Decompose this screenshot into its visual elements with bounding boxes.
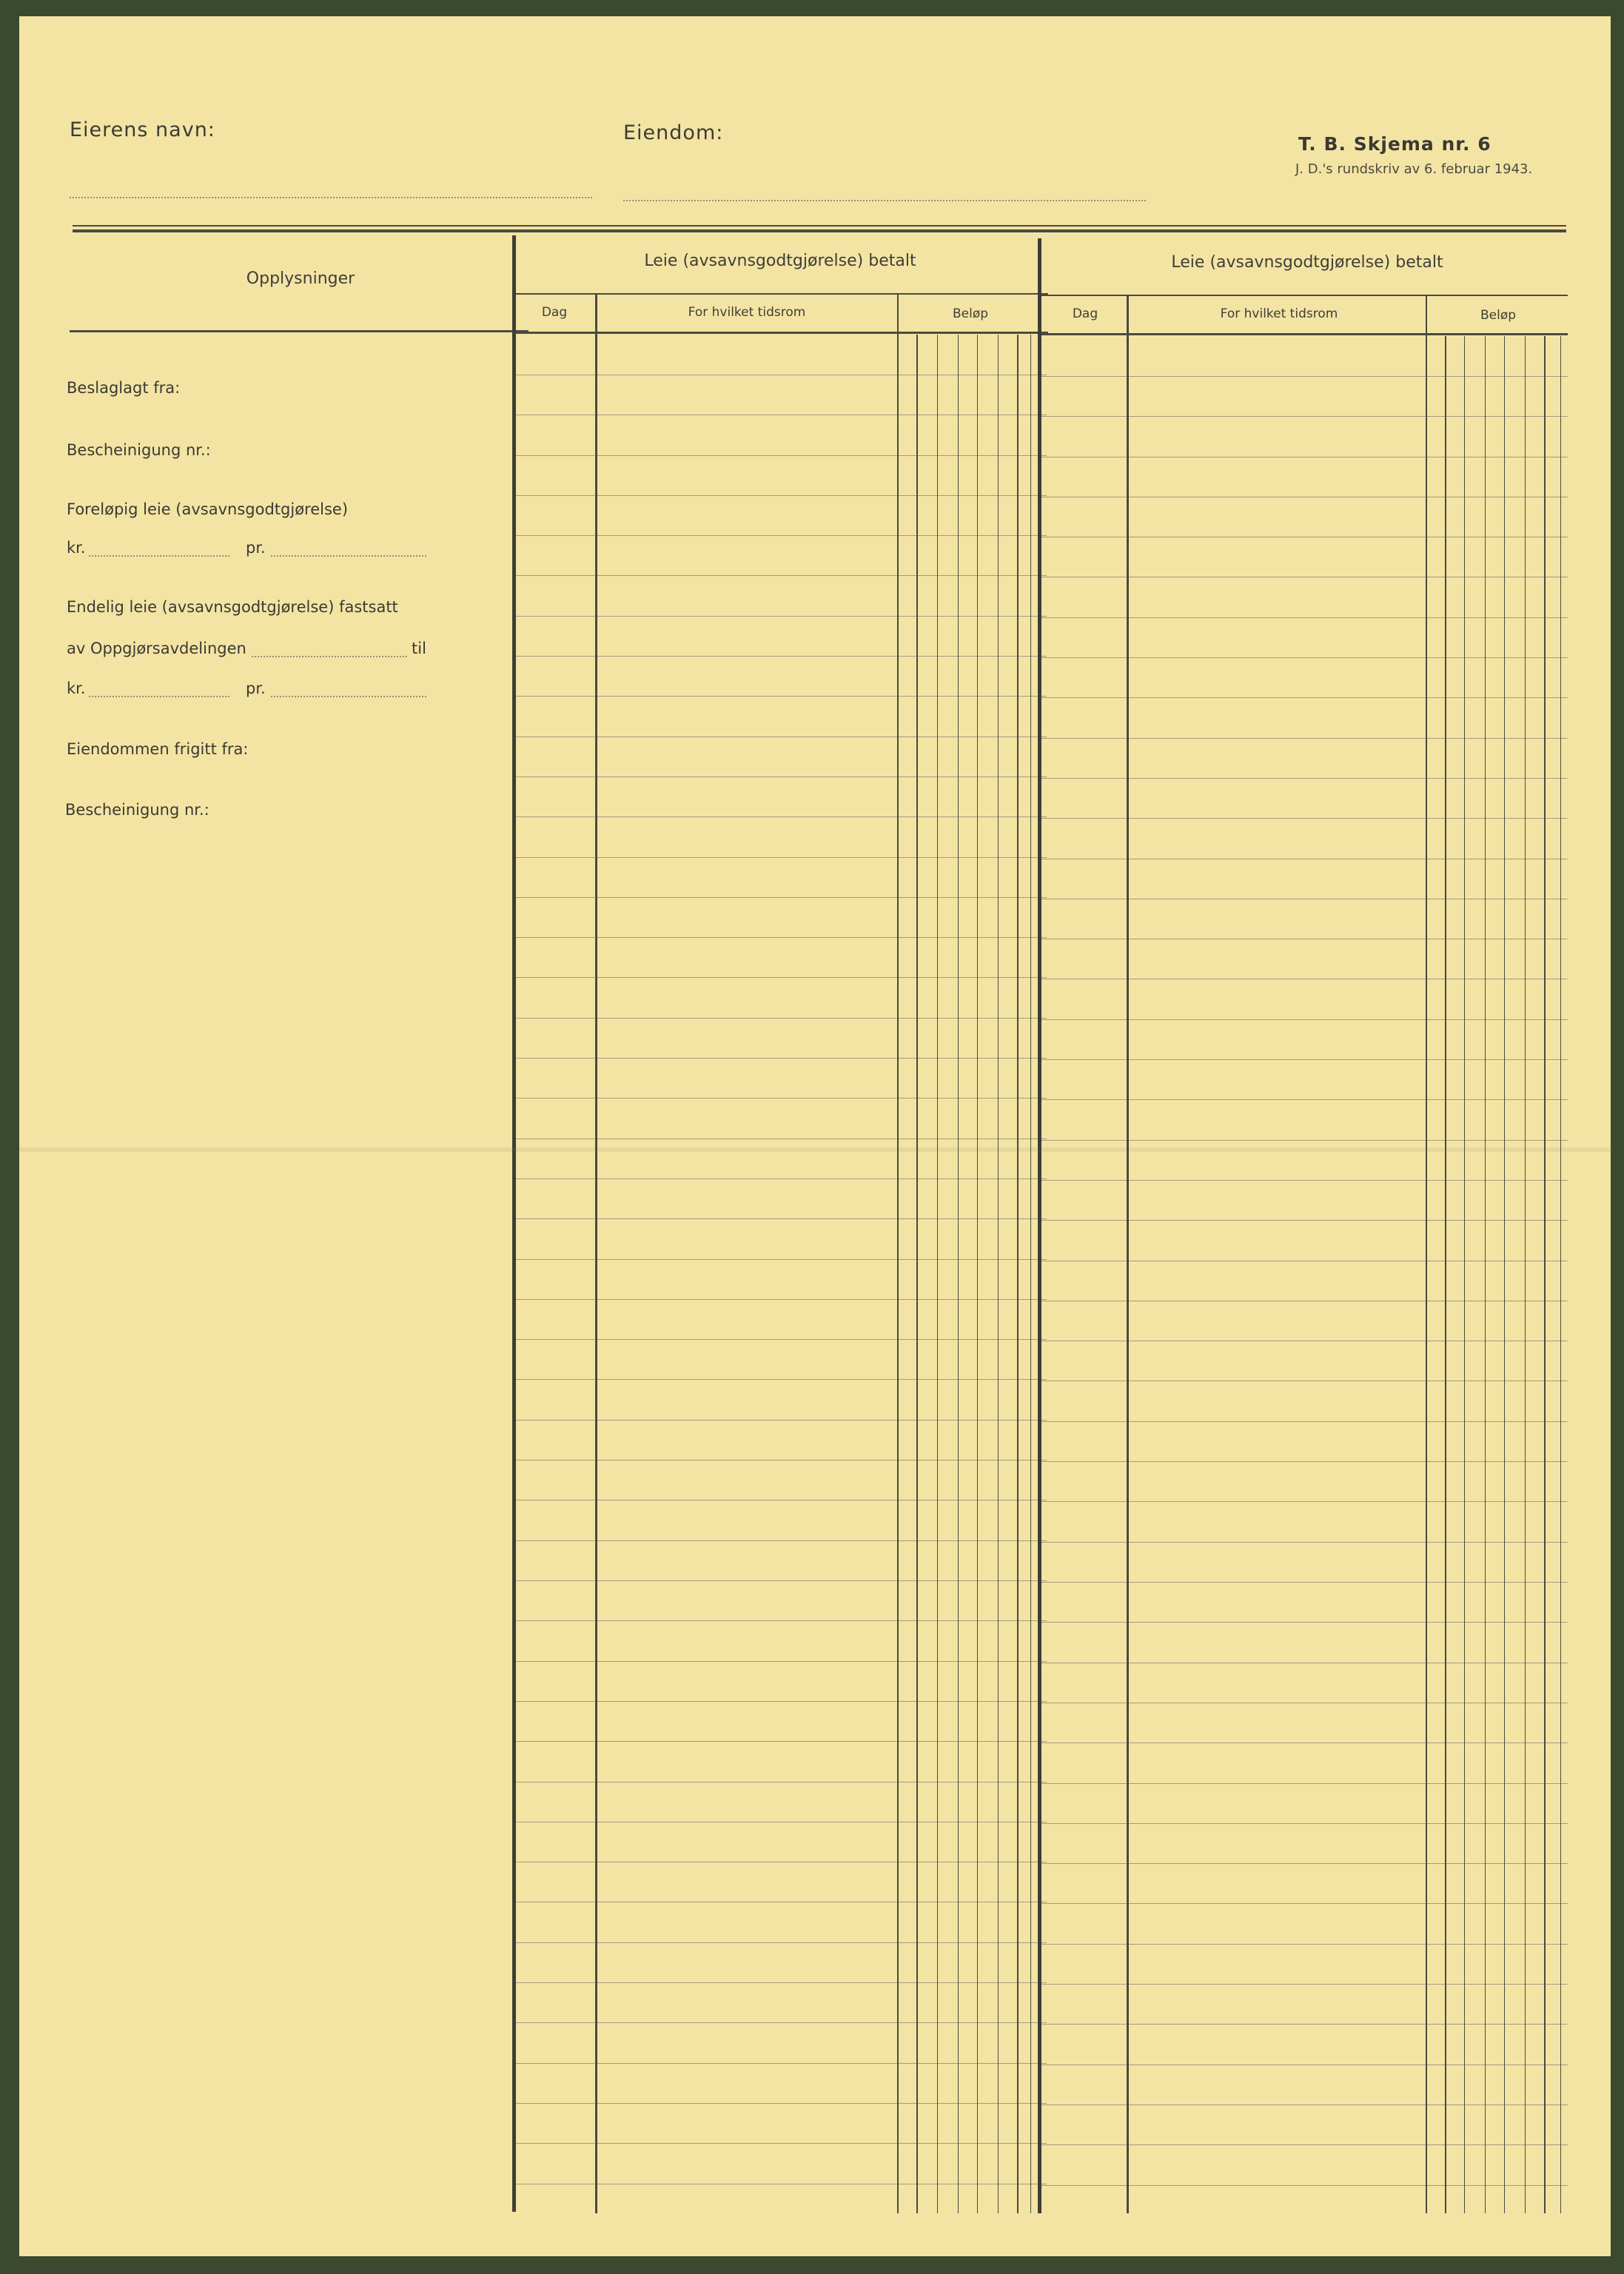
- ruled-line-group-2: [1041, 1783, 1568, 1784]
- divider-info: [512, 235, 516, 2212]
- ruled-line-group-1: [514, 1741, 1047, 1742]
- ruled-line-group-2: [1041, 1622, 1568, 1623]
- ruled-line-group-2: [1041, 2185, 1568, 2186]
- ruled-line-group-1: [514, 1942, 1047, 1943]
- preliminary-rent-label: Foreløpig leie (avsavnsgodtgjørelse): [67, 500, 349, 518]
- ruled-line-group-2: [1041, 1461, 1568, 1462]
- ruled-line-group-1: [514, 816, 1047, 817]
- ruled-line-group-1: [514, 1701, 1047, 1702]
- divider-groups: [1038, 238, 1041, 2213]
- ruled-line-group-2: [1041, 1140, 1568, 1141]
- pr-line-1[interactable]: [271, 555, 426, 557]
- ruled-line-group-1: [514, 1218, 1047, 1219]
- day-divider-2: [1127, 296, 1129, 2213]
- ruled-line-group-2: [1041, 1019, 1568, 1020]
- info-column-title: Opplysninger: [246, 269, 355, 288]
- kr-label-2: kr.: [67, 680, 86, 697]
- ruled-line-group-2: [1041, 1180, 1568, 1181]
- amount-rule-group-1: [977, 335, 978, 2213]
- amount-rule-group-2: [1544, 336, 1546, 2213]
- ruled-line-group-1: [514, 616, 1047, 617]
- ruled-line-group-1: [514, 455, 1047, 456]
- ruled-line-group-2: [1041, 1823, 1568, 1824]
- owner-name-line[interactable]: [70, 197, 592, 198]
- ruled-line-group-2: [1041, 1220, 1568, 1221]
- amount-rule-group-1: [937, 335, 938, 2213]
- ruled-line-group-2: [1041, 1059, 1568, 1060]
- period-divider-2: [1426, 296, 1427, 2213]
- amount-header-2: Beløp: [1480, 308, 1517, 323]
- released-from-label: Eiendommen frigitt fra:: [67, 740, 249, 758]
- property-line[interactable]: [623, 200, 1146, 201]
- ruled-line-group-2: [1041, 2104, 1568, 2105]
- pr-label-1: pr.: [246, 539, 266, 557]
- ruled-line-group-1: [514, 1018, 1047, 1019]
- ruled-line-group-2: [1041, 1099, 1568, 1100]
- ruled-line-group-1: [514, 1580, 1047, 1581]
- ruled-line-group-1: [514, 1379, 1047, 1380]
- pr-line-2[interactable]: [271, 696, 426, 697]
- rent-group-title-2: Leie (avsavnsgodtgjørelse) betalt: [1171, 253, 1443, 272]
- amount-header-1: Beløp: [952, 306, 989, 321]
- ruled-line-group-2: [1041, 778, 1568, 779]
- amount-rule-group-1: [998, 335, 999, 2213]
- ruled-line-group-2: [1041, 1984, 1568, 1985]
- ruled-line-group-1: [514, 1339, 1047, 1340]
- certificate-label-1: Bescheinigung nr.:: [67, 441, 211, 459]
- ruled-line-group-1: [514, 696, 1047, 697]
- ruled-line-group-2: [1041, 2024, 1568, 2025]
- ruled-line-group-2: [1041, 1542, 1568, 1543]
- top-rule-thin: [73, 225, 1566, 227]
- kr-line-1[interactable]: [89, 555, 229, 557]
- ruled-line-group-2: [1041, 1501, 1568, 1502]
- group-1-header-rule: [514, 293, 1048, 295]
- ruled-line-group-1: [514, 1098, 1047, 1099]
- certificate-label-2: Bescheinigung nr.:: [65, 801, 209, 819]
- ruled-line-group-1: [514, 1982, 1047, 1983]
- ruled-line-group-1: [514, 535, 1047, 536]
- group-2-header-rule: [1041, 295, 1568, 296]
- schema-title: T. B. Skjema nr. 6: [1298, 133, 1492, 155]
- ruled-line-group-1: [514, 2022, 1047, 2023]
- ruled-line-group-1: [514, 1540, 1047, 1541]
- ruled-line-group-1: [514, 495, 1047, 496]
- ruled-line-group-2: [1041, 657, 1568, 658]
- ruled-line-group-1: [514, 1661, 1047, 1662]
- period-header-2: For hvilket tidsrom: [1220, 306, 1338, 321]
- period-header-1: For hvilket tidsrom: [688, 305, 806, 320]
- ruled-line-group-1: [514, 1138, 1047, 1139]
- period-divider-1: [897, 293, 899, 2213]
- ruled-line-group-1: [514, 1420, 1047, 1421]
- ruled-line-group-1: [514, 937, 1047, 938]
- seized-from-label: Beslaglagt fra:: [67, 379, 181, 397]
- til-label: til: [412, 640, 426, 657]
- info-header-rule: [70, 330, 529, 332]
- ruled-line-group-2: [1041, 376, 1568, 377]
- schema-subtitle: J. D.'s rundskriv av 6. februar 1943.: [1295, 161, 1533, 177]
- ruled-line-group-1: [514, 977, 1047, 978]
- ruled-line-group-2: [1041, 697, 1568, 698]
- kr-label-1: kr.: [67, 539, 86, 557]
- amount-rule-group-2: [1464, 336, 1465, 2213]
- ruled-line-group-1: [514, 575, 1047, 576]
- amount-rule-group-2: [1445, 336, 1446, 2213]
- ruled-line-group-1: [514, 1058, 1047, 1059]
- ruled-line-group-2: [1041, 617, 1568, 618]
- ruled-line-group-2: [1041, 1944, 1568, 1945]
- amount-rule-group-2: [1560, 336, 1561, 2213]
- day-header-1: Dag: [541, 305, 568, 320]
- day-divider-1: [595, 293, 597, 2213]
- day-header-2: Dag: [1072, 306, 1098, 321]
- ruled-line-group-2: [1041, 1421, 1568, 1422]
- ruled-line-group-1: [514, 2063, 1047, 2064]
- property-label: Eiendom:: [623, 121, 724, 144]
- amount-rule-group-2: [1504, 336, 1505, 2213]
- pr-label-2: pr.: [246, 680, 266, 697]
- rent-group-title-1: Leie (avsavnsgodtgjørelse) betalt: [644, 252, 916, 270]
- final-rent-label: Endelig leie (avsavnsgodtgjørelse) fastsatt: [67, 598, 398, 616]
- ruled-line-group-2: [1041, 416, 1568, 417]
- group-2-body-rule: [1041, 333, 1568, 335]
- amount-rule-group-1: [958, 335, 959, 2213]
- ruled-line-group-1: [514, 656, 1047, 657]
- amount-rule-group-1: [1017, 335, 1019, 2213]
- ruled-line-group-2: [1041, 1903, 1568, 1904]
- amount-rule-group-2: [1485, 336, 1486, 2213]
- ruled-line-group-2: [1041, 818, 1568, 819]
- ruled-line-group-1: [514, 2103, 1047, 2104]
- settlement-dept-label: av Oppgjørsavdelingen: [67, 640, 246, 657]
- amount-rule-group-1: [1030, 335, 1031, 2213]
- ruled-line-group-1: [514, 1259, 1047, 1260]
- ruled-line-group-2: [1041, 738, 1568, 739]
- kr-line-2[interactable]: [89, 696, 229, 697]
- ruled-line-group-1: [514, 857, 1047, 858]
- owner-name-label: Eierens navn:: [70, 118, 215, 141]
- top-rule-thick: [73, 229, 1566, 232]
- ruled-line-group-1: [514, 897, 1047, 898]
- ruled-line-group-2: [1041, 1863, 1568, 1864]
- settlement-dept-line[interactable]: [252, 656, 407, 657]
- ruled-line-group-1: [514, 1620, 1047, 1621]
- ruled-line-group-1: [514, 2143, 1047, 2144]
- ruled-line-group-1: [514, 1299, 1047, 1300]
- group-1-body-rule: [514, 332, 1048, 334]
- ruled-line-group-2: [1041, 1582, 1568, 1583]
- ruled-line-group-1: [514, 1178, 1047, 1179]
- amount-rule-group-2: [1525, 336, 1526, 2213]
- ruled-line-group-2: [1041, 2144, 1568, 2145]
- form-paper: [19, 16, 1611, 2256]
- amount-rule-group-1: [916, 335, 918, 2213]
